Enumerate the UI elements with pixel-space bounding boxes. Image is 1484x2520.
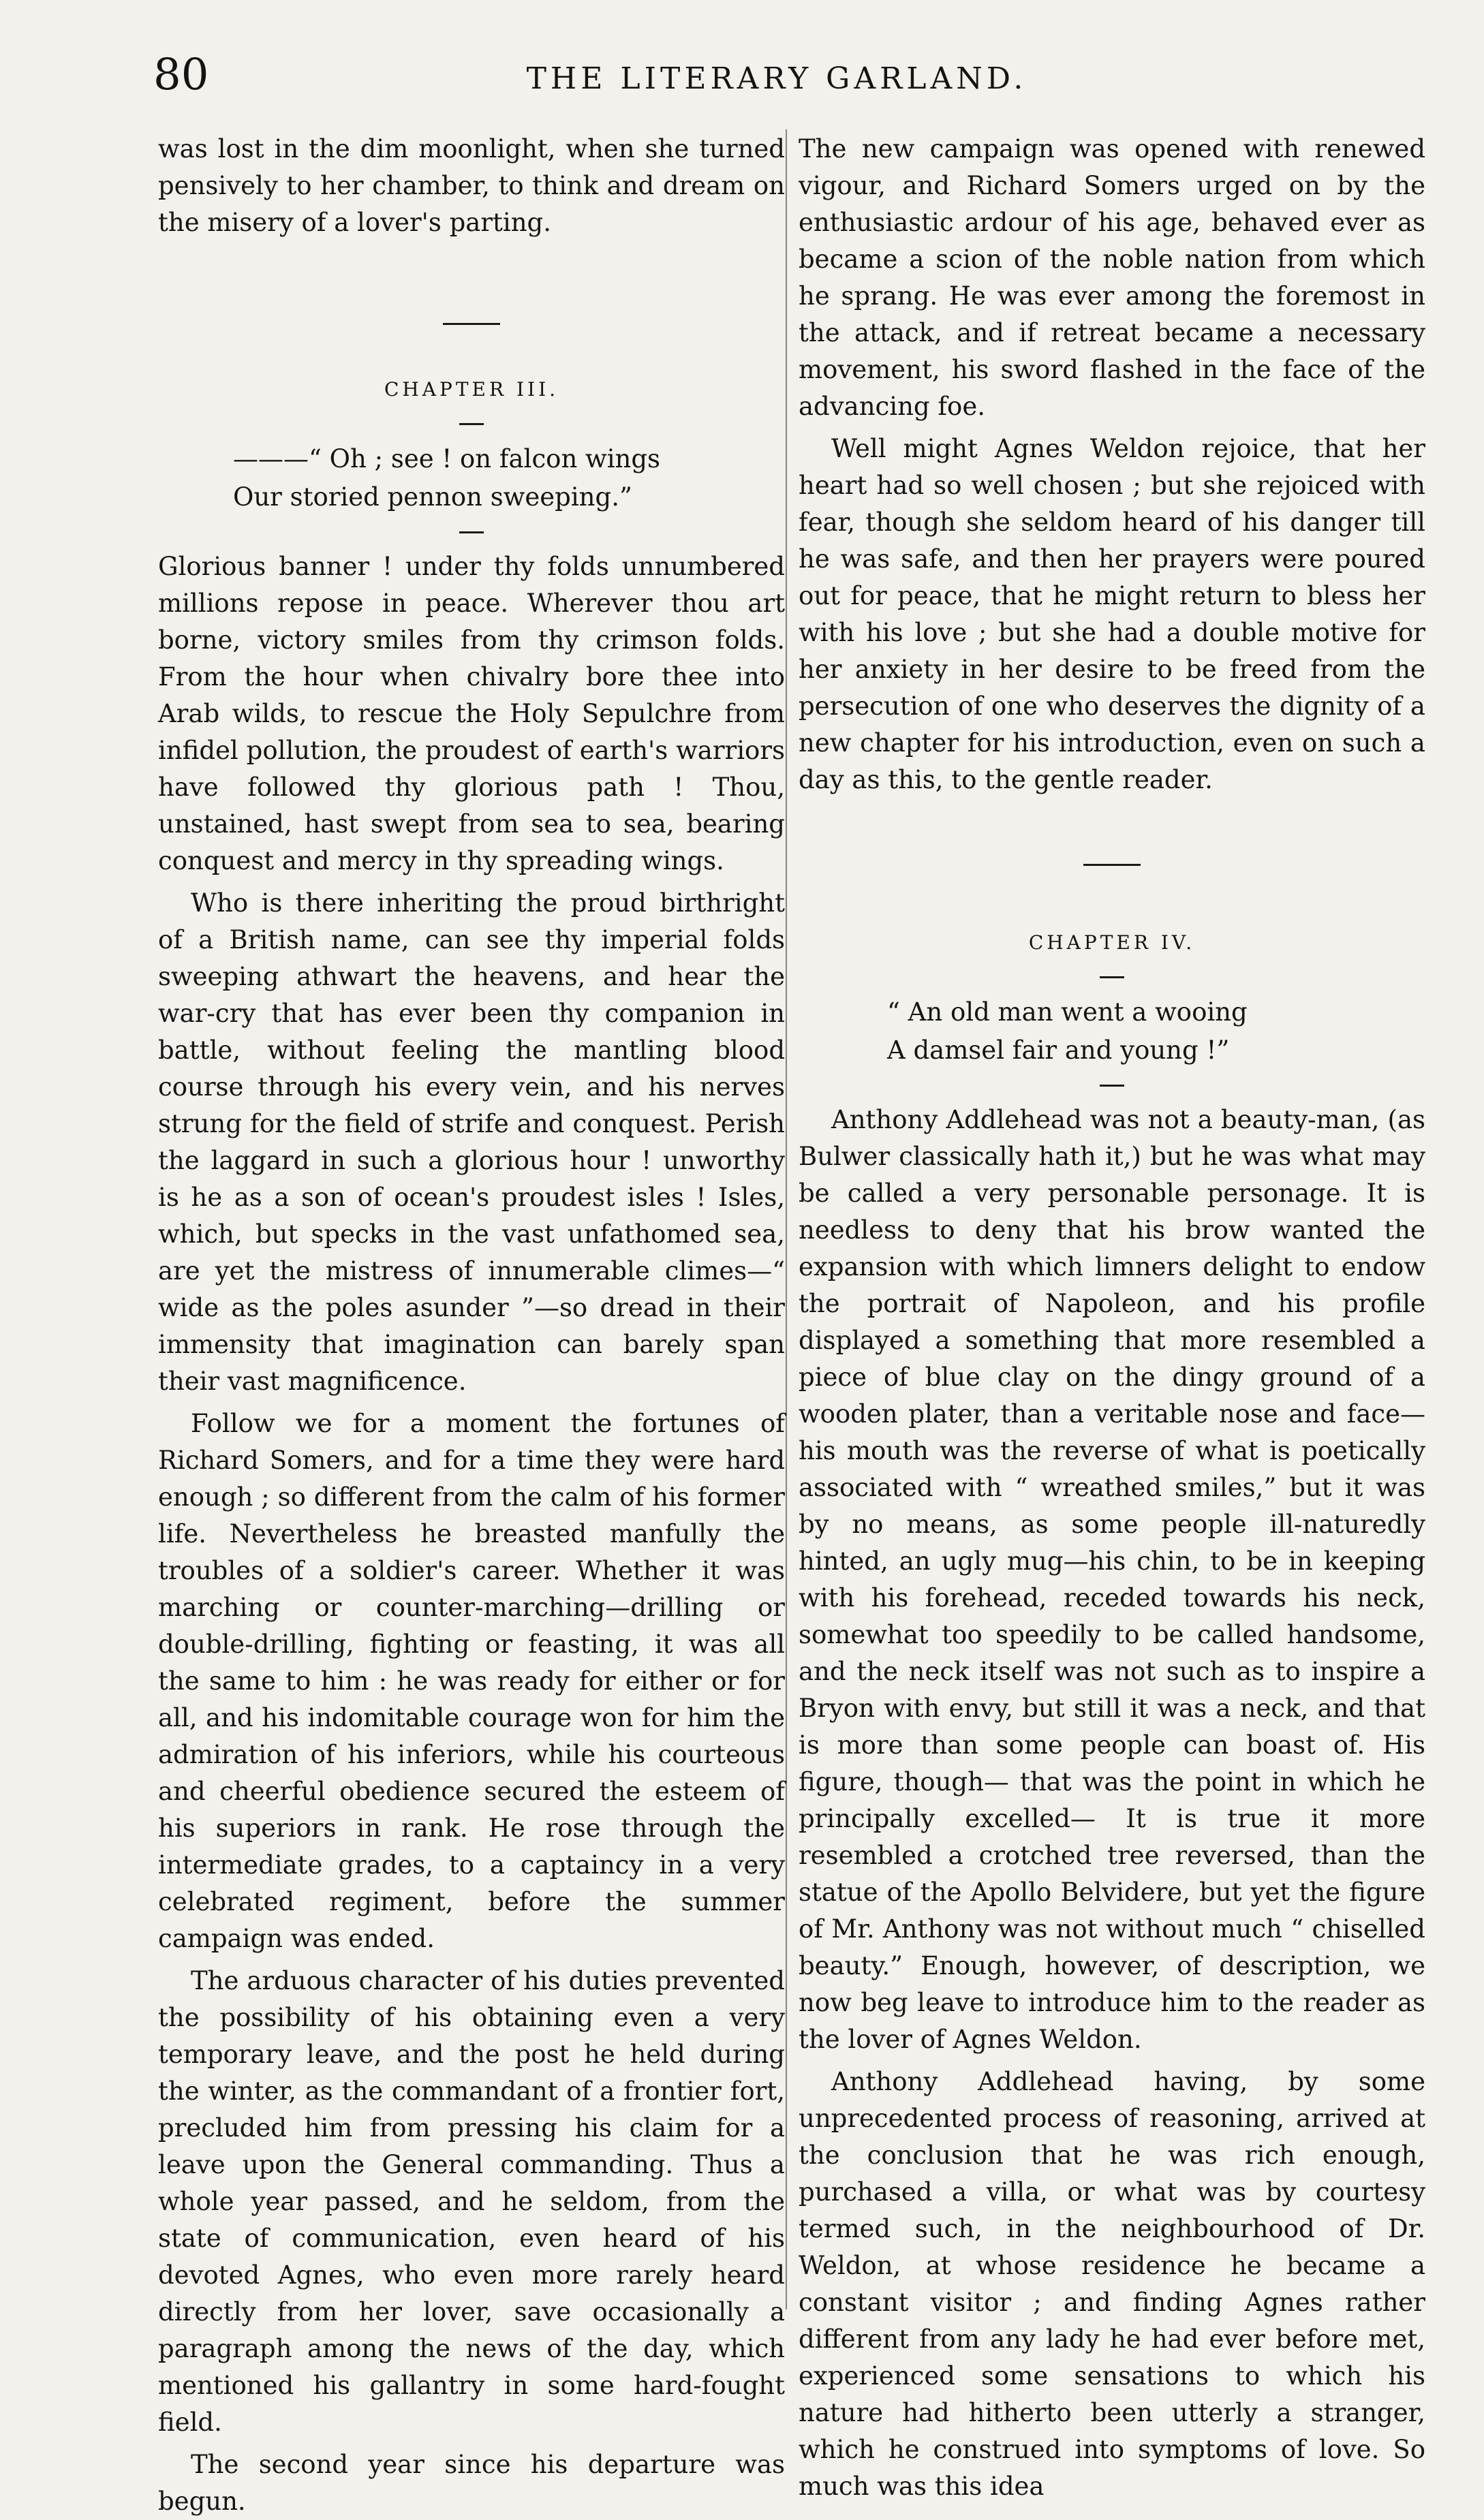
epigraph-line: A damsel fair and young !” (887, 1036, 1230, 1065)
paragraph: Anthony Addlehead was not a beauty-man, (as Bulwer classically hath it,) but he was what may be called a very personable personage. It is needless to deny that his brow wanted the expansion with which limners delight to endow the portrait of Napoleon, and his profile displayed a something that more resembled a piece of blue clay on the dingy ground of a wooden plater, than a veritable nose and face—his mouth was the reverse of what is poetically associated with “ wreathed smiles,” but it was by no means, as some people ill-naturedly hinted, an ugly mug—his chin, to be in keeping with his forehead, receded towards his neck, somewhat too speedily to be called handsome, and the neck itself was not such as to inspire a Bryon with envy, but still it was a neck, and that is more than some people can boast of. His figure, though— that was the point in which he principally excelled— It is true it more resembled a crotched tree reversed, than the statue of the Apollo Belvidere, but yet the figure of Mr. Anthony was not without much “ chiselled beauty.” Enough, however, of description, we now beg leave to introduce him to the reader as the lover of Agnes Weldon. (799, 1105, 1425, 2054)
paragraph: Follow we for a moment the fortunes of Richard Somers, and for a time they were hard enough ; so different from the calm of his former life. Nevertheless he breasted manfully the troubles of a soldier's career. Whether it was marching or counter-marching—drilling or double-drilling, fighting or feasting, it was all the same to him : he was ready for either or for all, and his indomitable courage won for him the admiration of his inferiors, while his courteous and cheerful obedience secured the esteem of his superiors in rank. He rose through the intermediate grades, to a captaincy in a very celebrated regiment, before the summer campaign was ended. (158, 1409, 785, 1953)
paragraph: Anthony Addlehead having, by some unprecedented process of reasoning, arrived at the conclusion that he was rich enough, purchased a villa, or what was by courtesy termed such, in the neighbourhood of Dr. Weldon, at whose residence he became a constant visitor ; and finding Agnes rather different from any lady he had ever before met, experienced some sensations to which his nature had hitherto been utterly a stranger, which he construed into symptoms of love. So much was this idea (799, 2067, 1425, 2501)
paragraph: The second year since his departure was begun. (158, 2450, 785, 2516)
epigraph-line: Our storied pennon sweeping.” (233, 482, 632, 512)
column-divider (786, 129, 787, 2309)
paragraph: Glorious banner ! under thy folds unnumbered millions repose in peace. Wherever thou art borne, victory smiles from thy crimson folds. From the hour when chivalry bore thee into Arab wilds, to rescue the Holy Sepulchre from infidel pollution, the proudest of earth's warriors have followed thy glorious path ! Thou, unstained, hast swept from sea to sea, bearing conquest and mercy in thy spreading wings. (158, 552, 785, 875)
left-column (158, 131, 785, 2520)
section-separator (1083, 864, 1141, 866)
chapter-heading: CHAPTER IV. (1028, 931, 1196, 954)
opening-paragraph: was lost in the dim moonlight, when she turned pensively to her chamber, to think and dream on the misery of a lover's parting. (158, 134, 785, 237)
epigraph-rule (459, 531, 484, 533)
paragraph: Well might Agnes Weldon rejoice, that her heart had so well chosen ; but she rejoiced with fear, though she seldom heard of his danger till he was safe, and then her prayers were poured out for peace, that he might return to bless her with his love ; but she had a double motive for her anxiety in her desire to be freed from the persecution of one who deserves the dignity of a new chapter for his introduction, even on such a day as this, to the gentle reader. (799, 434, 1425, 794)
epigraph-line: ———“ Oh ; see ! on falcon wings (233, 444, 661, 473)
chapter-heading: CHAPTER III. (384, 378, 559, 401)
epigraph (887, 993, 1425, 1070)
epigraph (233, 440, 785, 516)
section-separator (443, 323, 500, 325)
paragraph: The arduous character of his duties prevented the possibility of his obtaining even a very temporary leave, and the post he held during the winter, as the commandant of a frontier fort, precluded him from pressing his claim for a leave upon the General commanding. Thus a whole year passed, and he seldom, from the state of communication, even heard of his devoted Agnes, who even more rarely heard directly from her lover, save occasionally a paragraph among the news of the day, which mentioned his gallantry in some hard-fought field. (158, 1966, 785, 2437)
paragraph: Who is there inheriting the proud birthright of a British name, can see thy imperial folds sweeping athwart the heavens, and hear the war-cry that has ever been thy companion in battle, without feeling the mantling blood course through his every vein, and his nerves strung for the field of strife and conquest. Perish the laggard in such a glorious hour ! unworthy is he as a son of ocean's proudest isles ! Isles, which, but specks in the vast unfathomed sea, are yet the mistress of innumerable climes—“ wide as the poles asunder ”—so dread in their immensity that imagination can barely span their vast magnificence. (158, 888, 785, 1396)
epigraph-line: “ An old man went a wooing (887, 997, 1248, 1027)
epigraph-rule (1100, 1085, 1124, 1087)
running-head: THE LITERARY GARLAND. (526, 61, 1027, 96)
page-header (153, 48, 1400, 102)
heading-rule (459, 423, 484, 425)
page-number: 80 (153, 50, 209, 100)
right-column (799, 131, 1425, 2505)
heading-rule (1100, 976, 1124, 978)
paragraph: The new campaign was opened with renewed vigour, and Richard Somers urged on by the enthusiastic ardour of his age, behaved ever as became a scion of the noble nation from which he sprang. He was ever among the foremost in the attack, and if retreat became a necessary movement, his sword flashed in the face of the advancing foe. (799, 134, 1425, 421)
